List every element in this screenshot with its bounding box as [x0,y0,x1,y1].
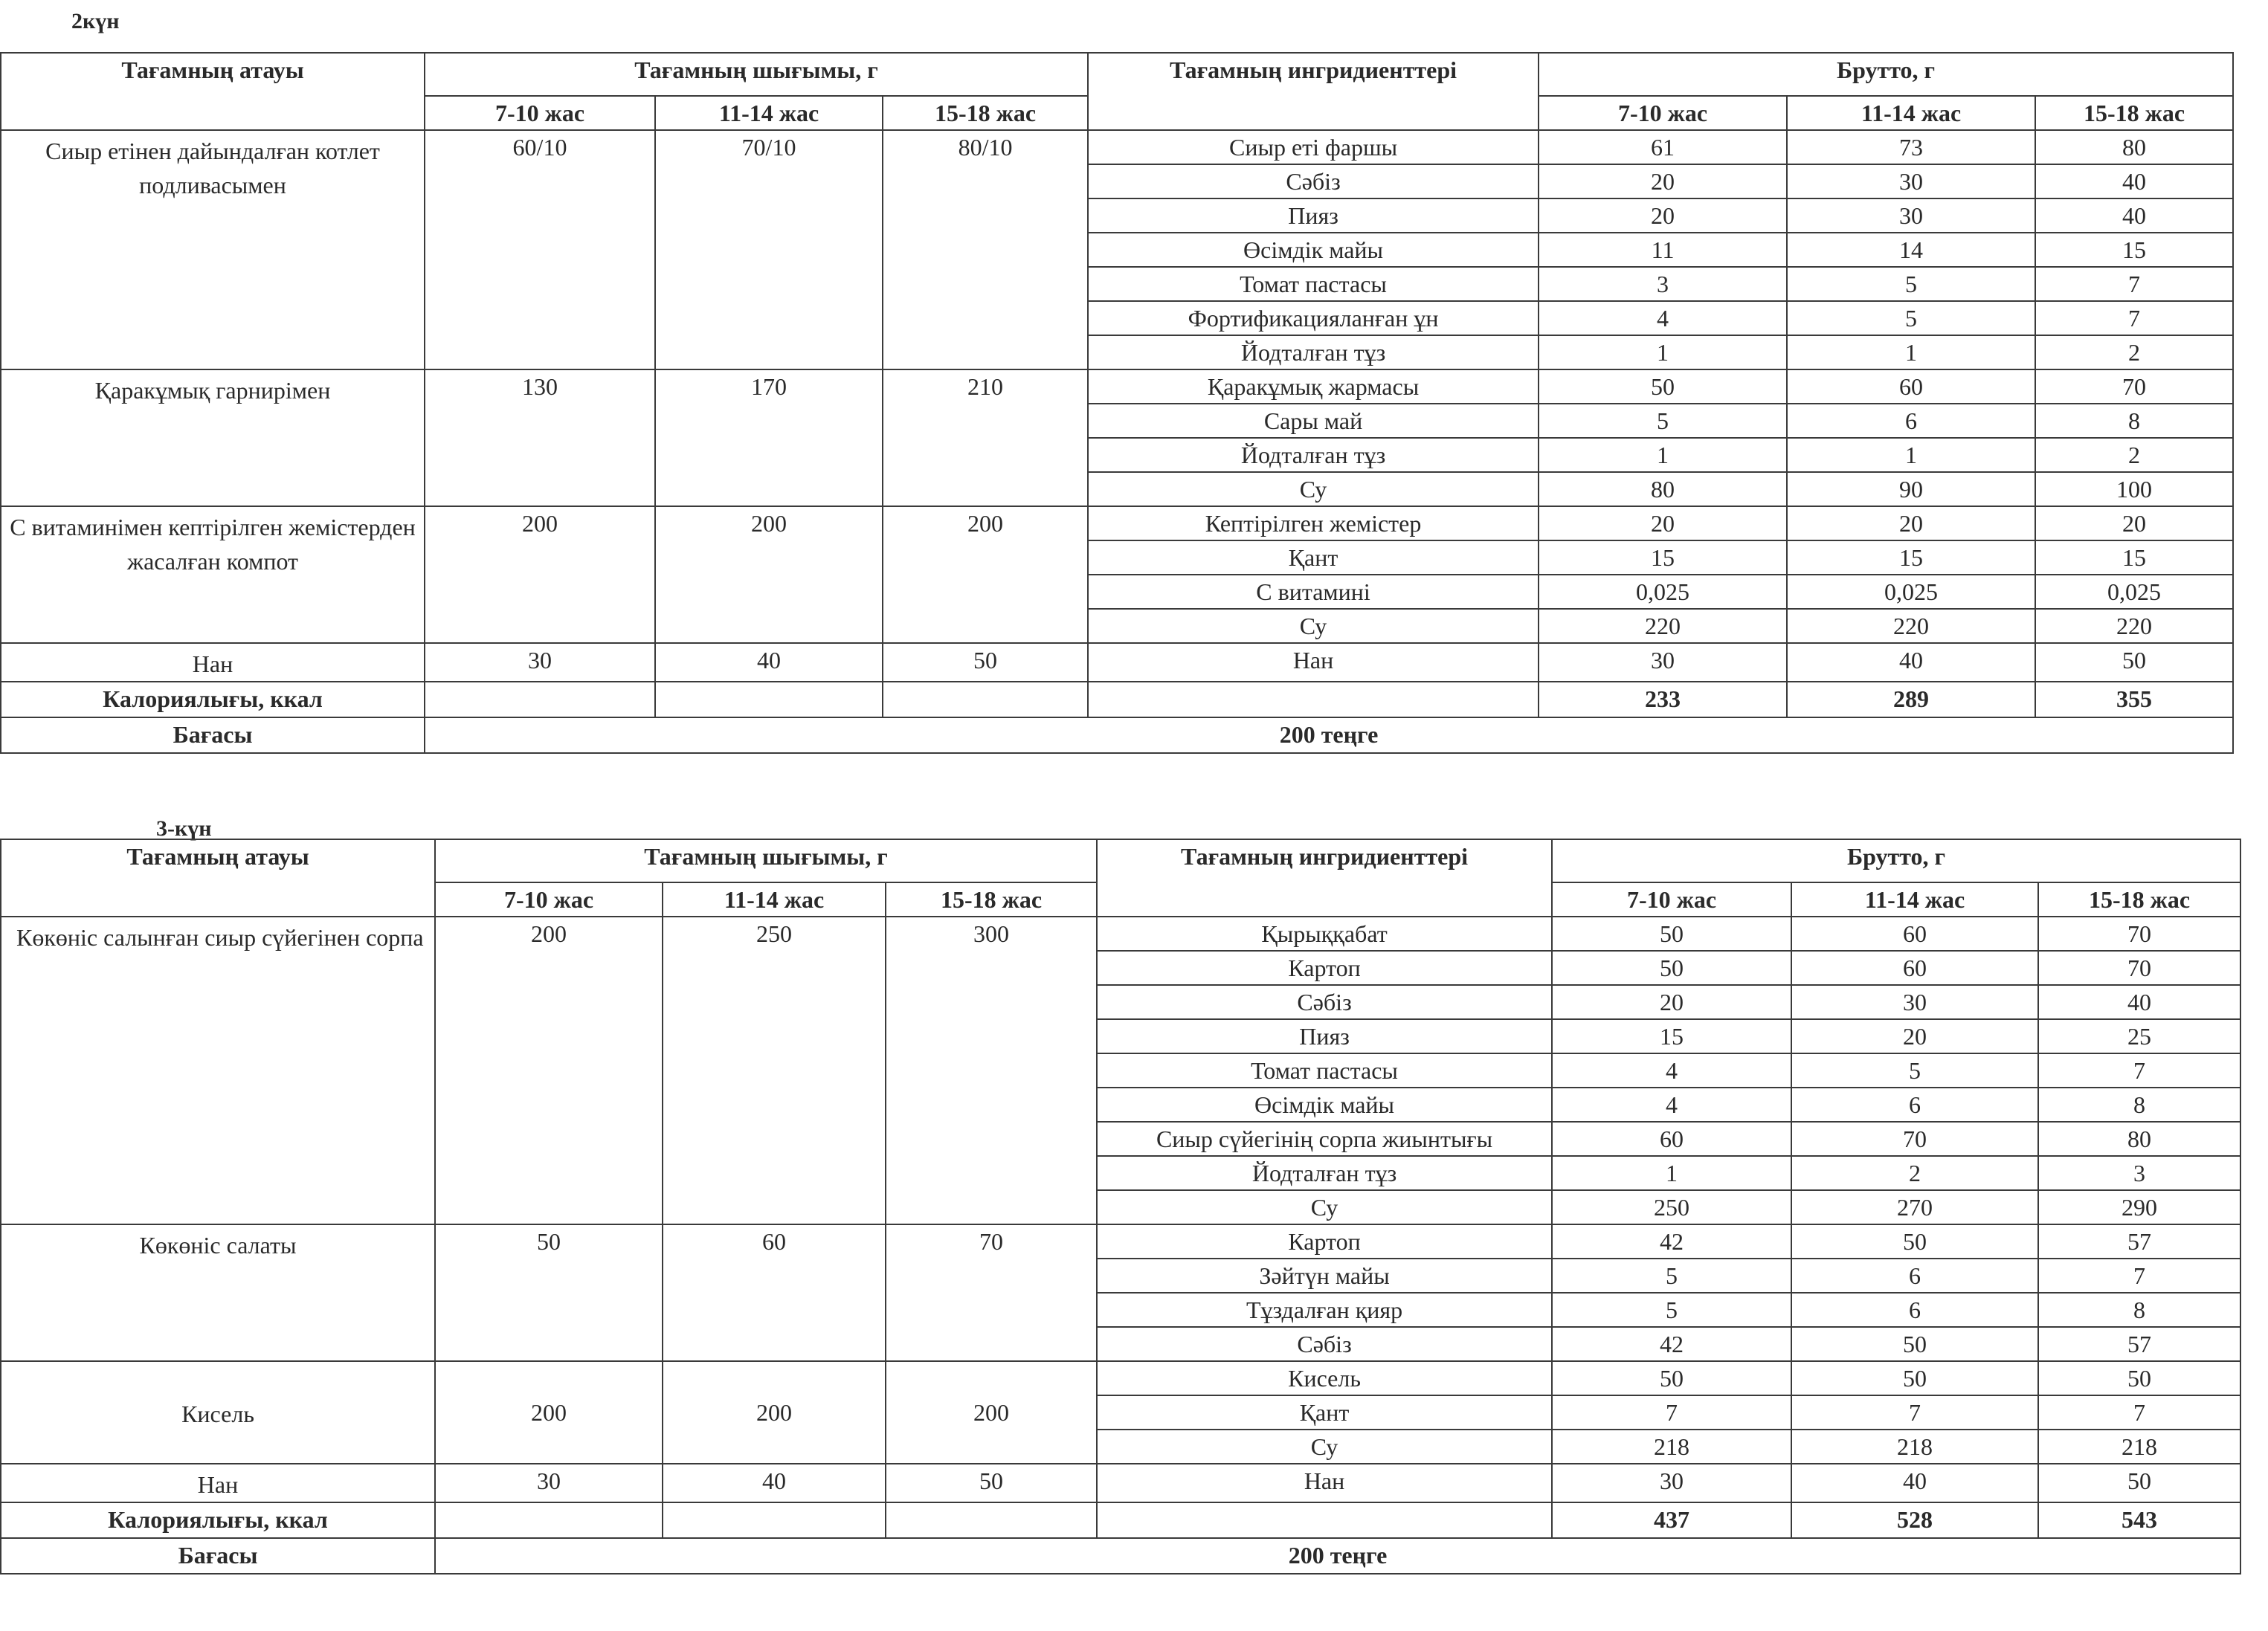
column-header-brutto: Брутто, г [1539,53,2233,96]
day-2-title: 2күн [71,9,120,33]
dish-output-value: 130 [425,369,655,506]
column-header-brutto: Брутто, г [1552,839,2240,882]
brutto-value: 50 [2035,643,2233,682]
brutto-value: 20 [2035,506,2233,540]
dish-output-value: 200 [886,1361,1097,1464]
brutto-value: 14 [1787,233,2035,267]
brutto-value: 60 [1787,369,2035,404]
brutto-value: 8 [2038,1088,2240,1122]
ingredient-name: Сиыр еті фаршы [1088,130,1539,164]
dish-output-value: 200 [655,506,883,643]
output-age-header: 11-14 жас [663,882,886,917]
brutto-age-header: 15-18 жас [2035,96,2233,130]
dish-output-value: 40 [663,1464,886,1502]
dish-output-value: 250 [663,917,886,1224]
price-label: Бағасы [1,717,425,753]
brutto-value: 50 [2038,1361,2240,1395]
column-header-output: Тағамның шығымы, г [435,839,1097,882]
dish-output-value: 50 [435,1224,663,1361]
brutto-age-header: 7-10 жас [1539,96,1787,130]
ingredient-row [1,130,2233,164]
output-age-header: 11-14 жас [655,96,883,130]
column-header-ingredients: Тағамның ингридиенттері [1088,53,1539,130]
dish-output-value: 60 [663,1224,886,1361]
brutto-value: 5 [1791,1053,2038,1088]
output-age-header: 7-10 жас [425,96,655,130]
dish-output-value: 200 [663,1361,886,1464]
brutto-value: 80 [2038,1122,2240,1156]
brutto-value: 220 [2035,609,2233,643]
brutto-value: 3 [1539,267,1787,301]
brutto-value: 60 [1791,951,2038,985]
calories-value: 233 [1539,682,1787,717]
dish-output-value: 80/10 [883,130,1088,369]
ingredient-name: Кисель [1097,1361,1552,1395]
ingredient-row [1,506,2233,540]
calories-value: 437 [1552,1502,1791,1538]
brutto-value: 2 [2035,438,2233,472]
ingredient-name: Қант [1097,1395,1552,1430]
brutto-age-header: 7-10 жас [1552,882,1791,917]
dish-name: Көкөніс салынған сиыр сүйегінен сорпа [1,917,435,1224]
dish-output-value: 30 [435,1464,663,1502]
empty-cell [1088,682,1539,717]
ingredient-name: Пияз [1097,1019,1552,1053]
brutto-value: 5 [1787,301,2035,335]
brutto-age-header: 15-18 жас [2038,882,2240,917]
brutto-value: 1 [1552,1156,1791,1190]
ingredient-name: Йодталған тұз [1088,438,1539,472]
ingredient-name: Йодталған тұз [1088,335,1539,369]
dish-name: Кисель [1,1361,435,1464]
calories-label: Калориялығы, ккал [1,1502,435,1538]
ingredient-name: Сары май [1088,404,1539,438]
price-row [1,1538,2240,1574]
brutto-value: 57 [2038,1327,2240,1361]
brutto-value: 0,025 [1787,575,2035,609]
output-age-header: 7-10 жас [435,882,663,917]
column-header-dish-name: Тағамның атауы [1,839,435,917]
brutto-value: 50 [1539,369,1787,404]
brutto-value: 7 [2035,267,2233,301]
brutto-value: 4 [1552,1053,1791,1088]
price-label: Бағасы [1,1538,435,1574]
empty-cell [883,682,1088,717]
brutto-value: 290 [2038,1190,2240,1224]
ingredient-name: Су [1097,1430,1552,1464]
ingredient-row [1,1361,2240,1395]
dish-output-value: 60/10 [425,130,655,369]
ingredient-name: Су [1097,1190,1552,1224]
brutto-value: 1 [1787,438,2035,472]
brutto-value: 40 [2035,198,2233,233]
brutto-value: 57 [2038,1224,2240,1259]
brutto-value: 15 [2035,233,2233,267]
brutto-value: 30 [1539,643,1787,682]
ingredient-row [1,1224,2240,1259]
ingredient-name: Картоп [1097,951,1552,985]
ingredient-name: Томат пастасы [1097,1053,1552,1088]
price-row [1,717,2233,753]
brutto-value: 25 [2038,1019,2240,1053]
ingredient-name: Қант [1088,540,1539,575]
ingredient-name: Сәбіз [1097,1327,1552,1361]
brutto-value: 5 [1787,267,2035,301]
ingredient-name: Пияз [1088,198,1539,233]
brutto-value: 15 [1787,540,2035,575]
brutto-value: 8 [2038,1293,2240,1327]
dish-name: С витаминімен кептірілген жемістерден жасалған компот [1,506,425,643]
brutto-value: 20 [1539,198,1787,233]
dish-output-value: 50 [886,1464,1097,1502]
brutto-value: 5 [1552,1293,1791,1327]
dish-output-value: 200 [425,506,655,643]
brutto-value: 6 [1791,1259,2038,1293]
empty-cell [1097,1502,1552,1538]
day-3-title: 3-күн [156,816,212,841]
brutto-value: 2 [1791,1156,2038,1190]
brutto-value: 40 [2035,164,2233,198]
brutto-value: 220 [1787,609,2035,643]
brutto-value: 7 [1552,1395,1791,1430]
brutto-value: 20 [1787,506,2035,540]
dish-name: Қаракұмық гарнирімен [1,369,425,506]
ingredient-name: С витамині [1088,575,1539,609]
brutto-value: 50 [1552,951,1791,985]
brutto-value: 20 [1791,1019,2038,1053]
calories-value: 355 [2035,682,2233,717]
brutto-value: 70 [2038,951,2240,985]
ingredient-name: Фортификацияланған ұн [1088,301,1539,335]
brutto-value: 100 [2035,472,2233,506]
dish-output-value: 200 [435,1361,663,1464]
calories-value: 289 [1787,682,2035,717]
ingredient-name: Картоп [1097,1224,1552,1259]
brutto-value: 5 [1539,404,1787,438]
dish-name: Нан [1,1464,435,1502]
dish-name: Сиыр етінен дайындалған котлет подливасымен [1,130,425,369]
menu-table-day-2 [0,52,2234,754]
ingredient-name: Йодталған тұз [1097,1156,1552,1190]
brutto-value: 7 [2035,301,2233,335]
dish-output-value: 170 [655,369,883,506]
brutto-value: 50 [1552,917,1791,951]
brutto-value: 15 [1539,540,1787,575]
brutto-value: 50 [1791,1224,2038,1259]
brutto-value: 250 [1552,1190,1791,1224]
ingredient-row [1,1464,2240,1502]
brutto-value: 4 [1539,301,1787,335]
brutto-value: 6 [1787,404,2035,438]
brutto-value: 0,025 [1539,575,1787,609]
brutto-value: 0,025 [2035,575,2233,609]
brutto-value: 4 [1552,1088,1791,1122]
ingredient-row [1,643,2233,682]
dish-output-value: 200 [883,506,1088,643]
brutto-value: 218 [1791,1430,2038,1464]
column-header-output: Тағамның шығымы, г [425,53,1088,96]
dish-output-value: 300 [886,917,1097,1224]
ingredient-name: Су [1088,472,1539,506]
ingredient-name: Нан [1097,1464,1552,1502]
brutto-value: 50 [1791,1327,2038,1361]
brutto-value: 20 [1539,164,1787,198]
brutto-value: 218 [1552,1430,1791,1464]
brutto-value: 40 [2038,985,2240,1019]
brutto-value: 42 [1552,1327,1791,1361]
menu-table-day-3 [0,839,2241,1575]
brutto-value: 30 [1787,198,2035,233]
brutto-value: 20 [1539,506,1787,540]
brutto-value: 70 [2035,369,2233,404]
empty-cell [435,1502,663,1538]
dish-output-value: 200 [435,917,663,1224]
ingredient-name: Өсімдік майы [1088,233,1539,267]
calories-value: 543 [2038,1502,2240,1538]
brutto-value: 15 [2035,540,2233,575]
ingredient-name: Су [1088,609,1539,643]
dish-name: Нан [1,643,425,682]
brutto-value: 1 [1539,335,1787,369]
ingredient-name: Өсімдік майы [1097,1088,1552,1122]
brutto-value: 218 [2038,1430,2240,1464]
ingredient-name: Қырыққабат [1097,917,1552,951]
brutto-value: 60 [1791,917,2038,951]
column-header-ingredients: Тағамның ингридиенттері [1097,839,1552,917]
brutto-age-header: 11-14 жас [1787,96,2035,130]
brutto-value: 11 [1539,233,1787,267]
dish-output-value: 70/10 [655,130,883,369]
ingredient-row [1,917,2240,951]
dish-output-value: 50 [883,643,1088,682]
empty-cell [655,682,883,717]
brutto-value: 30 [1787,164,2035,198]
brutto-value: 2 [2035,335,2233,369]
brutto-value: 73 [1787,130,2035,164]
dish-output-value: 30 [425,643,655,682]
brutto-value: 50 [1552,1361,1791,1395]
ingredient-name: Зәйтүн майы [1097,1259,1552,1293]
ingredient-name: Томат пастасы [1088,267,1539,301]
output-age-header: 15-18 жас [883,96,1088,130]
brutto-value: 270 [1791,1190,2038,1224]
price-value: 200 теңге [435,1538,2240,1574]
brutto-value: 61 [1539,130,1787,164]
brutto-value: 80 [2035,130,2233,164]
brutto-value: 220 [1539,609,1787,643]
brutto-value: 40 [1791,1464,2038,1502]
ingredient-name: Сәбіз [1097,985,1552,1019]
brutto-value: 3 [2038,1156,2240,1190]
brutto-value: 7 [2038,1395,2240,1430]
output-age-header: 15-18 жас [886,882,1097,917]
dish-output-value: 70 [886,1224,1097,1361]
brutto-value: 42 [1552,1224,1791,1259]
brutto-value: 60 [1552,1122,1791,1156]
empty-cell [425,682,655,717]
calories-value: 528 [1791,1502,2038,1538]
ingredient-name: Сәбіз [1088,164,1539,198]
brutto-value: 1 [1539,438,1787,472]
dish-output-value: 40 [655,643,883,682]
brutto-value: 90 [1787,472,2035,506]
column-header-dish-name: Тағамның атауы [1,53,425,130]
header-row [1,53,2233,96]
brutto-value: 7 [2038,1053,2240,1088]
calories-row [1,682,2233,717]
empty-cell [663,1502,886,1538]
calories-row [1,1502,2240,1538]
ingredient-name: Тұздалған қияр [1097,1293,1552,1327]
brutto-value: 80 [1539,472,1787,506]
ingredient-name: Кептірілген жемістер [1088,506,1539,540]
brutto-value: 1 [1787,335,2035,369]
brutto-value: 5 [1552,1259,1791,1293]
brutto-value: 6 [1791,1293,2038,1327]
brutto-value: 30 [1791,985,2038,1019]
empty-cell [886,1502,1097,1538]
brutto-value: 7 [2038,1259,2240,1293]
brutto-value: 8 [2035,404,2233,438]
brutto-value: 70 [1791,1122,2038,1156]
brutto-value: 50 [1791,1361,2038,1395]
calories-label: Калориялығы, ккал [1,682,425,717]
dish-output-value: 210 [883,369,1088,506]
ingredient-name: Сиыр сүйегінің сорпа жиынтығы [1097,1122,1552,1156]
brutto-value: 30 [1552,1464,1791,1502]
brutto-value: 50 [2038,1464,2240,1502]
brutto-age-header: 11-14 жас [1791,882,2038,917]
dish-name: Көкөніс салаты [1,1224,435,1361]
brutto-value: 40 [1787,643,2035,682]
header-row [1,839,2240,882]
brutto-value: 6 [1791,1088,2038,1122]
ingredient-name: Қаракұмық жармасы [1088,369,1539,404]
brutto-value: 20 [1552,985,1791,1019]
brutto-value: 7 [1791,1395,2038,1430]
ingredient-name: Нан [1088,643,1539,682]
ingredient-row [1,369,2233,404]
price-value: 200 теңге [425,717,2233,753]
brutto-value: 70 [2038,917,2240,951]
brutto-value: 15 [1552,1019,1791,1053]
